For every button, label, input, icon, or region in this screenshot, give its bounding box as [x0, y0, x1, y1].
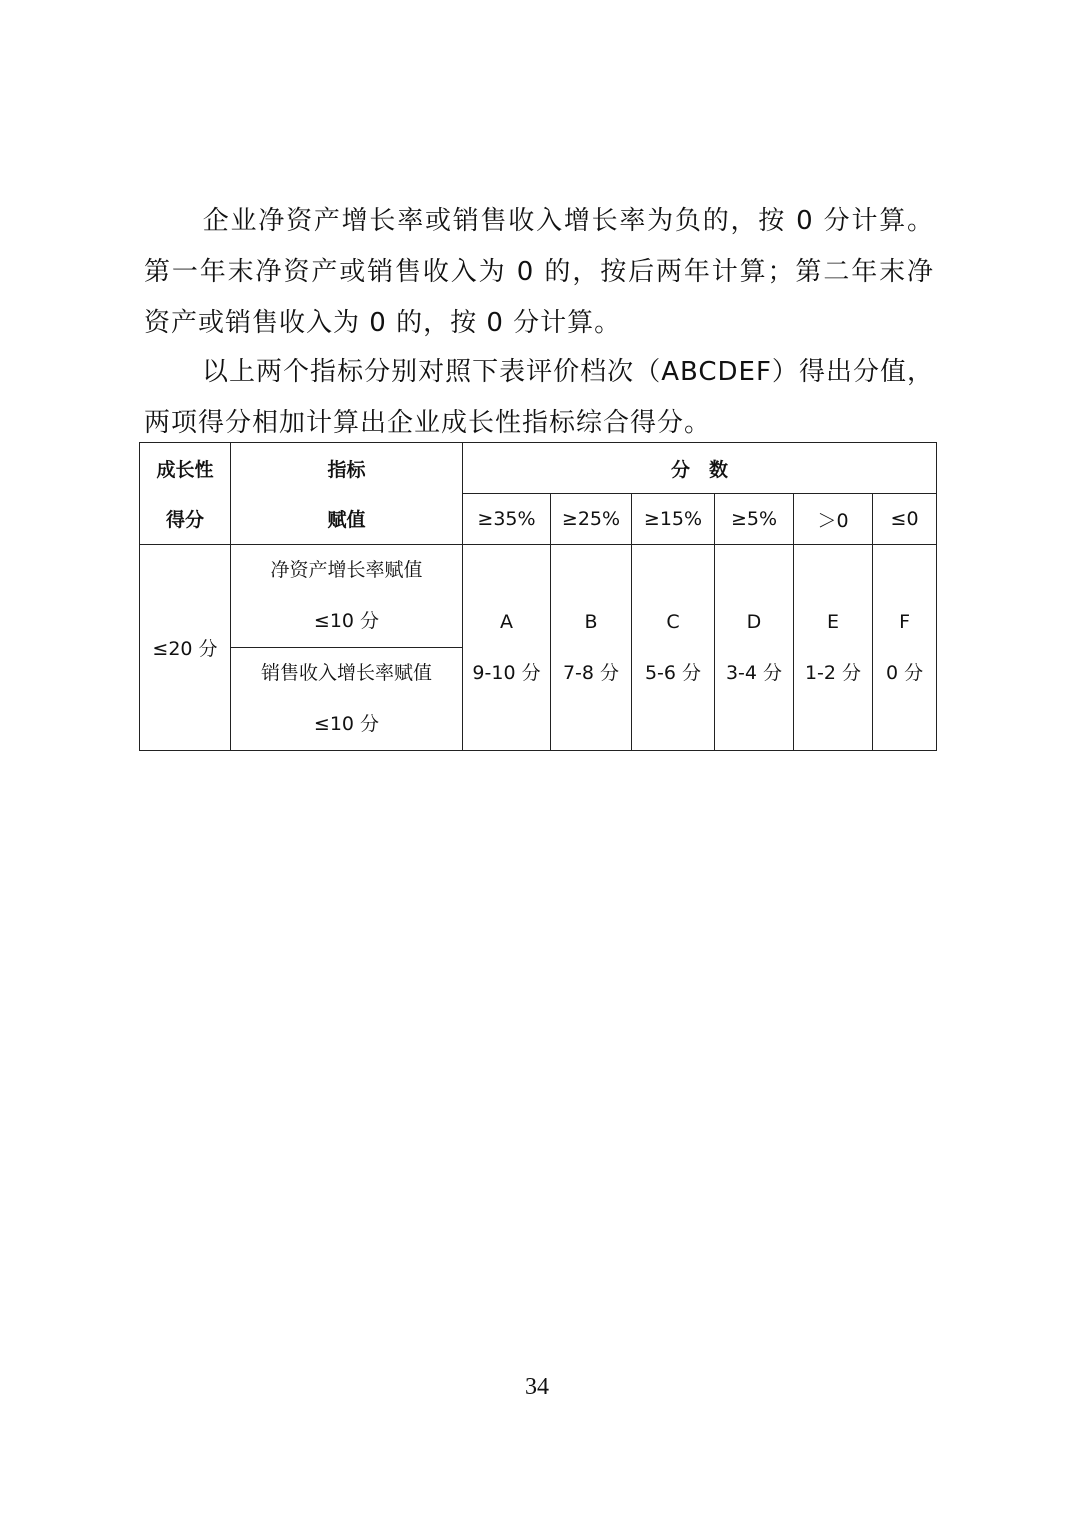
page-number: 34 [525, 1374, 549, 1400]
header-growth-score-line2: 得分 [140, 494, 231, 545]
grade-letter: D [746, 610, 762, 633]
threshold-b: ≥25% [551, 494, 632, 545]
grade-points: 9-10 分 [472, 661, 541, 684]
grade-letter: B [584, 610, 598, 633]
grade-letter: A [500, 610, 513, 633]
threshold-d: ≥5% [715, 494, 794, 545]
paragraph-text: 企业净资产增长率或销售收入增长率为负的，按 0 分计算。第一年末净资产或销售收入为 0 的，按后两年计算；第二年末净资产或销售收入为 0 的，按 0 分计算。 [144, 206, 934, 338]
grade-points: 0 分 [885, 661, 924, 684]
threshold-a: ≥35% [463, 494, 551, 545]
grade-points: 7-8 分 [562, 661, 620, 684]
indicator-sales-revenue [231, 648, 463, 751]
grade-d-cell [715, 545, 794, 751]
growth-score-table [139, 442, 937, 751]
grade-letter: E [826, 610, 839, 633]
header-score-title: 分 数 [463, 443, 937, 494]
total-score-cell: ≤20 分 [140, 545, 231, 751]
grade-points: 1-2 分 [804, 661, 862, 684]
paragraph-scoring-instruction [144, 347, 934, 449]
body-row-1 [140, 545, 937, 648]
indicator-name: 销售收入增长率赋值 [260, 662, 432, 684]
grade-points: 5-6 分 [644, 661, 702, 684]
threshold-e: ＞0 [794, 494, 873, 545]
indicator-net-assets [231, 545, 463, 648]
threshold-c: ≥15% [632, 494, 715, 545]
grade-letter: C [666, 610, 680, 633]
paragraph-negative-growth-rule [144, 196, 934, 349]
indicator-name: 净资产增长率赋值 [270, 559, 423, 581]
grade-c-cell [632, 545, 715, 751]
grade-a-cell [463, 545, 551, 751]
header-indicator-line1: 指标 [231, 443, 463, 494]
threshold-f: ≤0 [873, 494, 937, 545]
indicator-max: ≤10 分 [313, 610, 380, 632]
header-growth-score-line1: 成长性 [140, 443, 231, 494]
grade-letter: F [899, 610, 910, 633]
header-indicator-line2: 赋值 [231, 494, 463, 545]
header-row-1 [140, 443, 937, 494]
grade-e-cell [794, 545, 873, 751]
grade-points: 3-4 分 [725, 661, 783, 684]
grade-f-cell [873, 545, 937, 751]
header-row-2 [140, 494, 937, 545]
grade-b-cell [551, 545, 632, 751]
indicator-max: ≤10 分 [313, 713, 380, 735]
paragraph-text: 以上两个指标分别对照下表评价档次（ABCDEF）得出分值，两项得分相加计算出企业成长性指标综合得分。 [144, 357, 934, 438]
